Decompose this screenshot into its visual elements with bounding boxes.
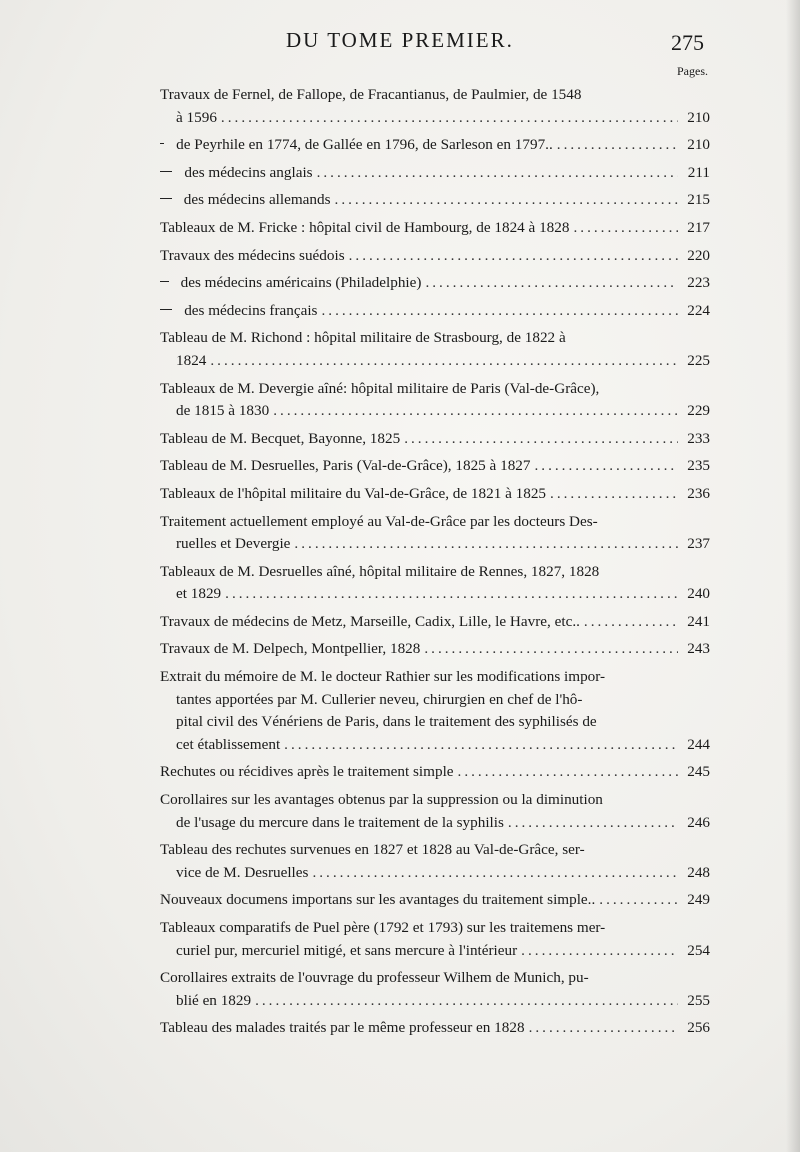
toc-page-number: 224 [687, 301, 710, 319]
toc-entry-text: curiel pur, mercuriel mitigé, et sans mercure à l'intérieur [176, 941, 518, 959]
dot-leader [221, 107, 678, 130]
dot-leader [349, 245, 678, 268]
dot-leader [210, 350, 678, 373]
toc-entry-line [160, 889, 710, 912]
table-of-contents [160, 84, 710, 1045]
toc-page-number: 233 [687, 429, 710, 447]
toc-entry-text: Tableaux de l'hôpital militaire du Val-de-Grâce, de 1821 à 1825 [160, 484, 547, 502]
toc-entry [160, 1017, 710, 1040]
toc-entry-text: de l'usage du mercure dans le traitement de la syphilis [176, 813, 504, 831]
toc-page-number: 254 [687, 941, 710, 959]
toc-entry-text: cet établissement [176, 735, 281, 753]
toc-page-number: 248 [687, 863, 710, 881]
dot-leader [508, 812, 678, 835]
toc-entry-text: Tableau des malades traités par le même professeur en 1828 [160, 1019, 525, 1037]
toc-page-number: 223 [687, 274, 710, 292]
toc-entry-line [160, 638, 710, 661]
dot-leader [225, 583, 678, 606]
toc-entry-text: Travaux des médecins suédois [160, 246, 345, 264]
toc-page-number: 211 [687, 163, 710, 181]
toc-page-number: 220 [687, 246, 710, 264]
toc-entry-text: et 1829 [176, 585, 222, 603]
toc-entry [160, 428, 710, 451]
toc-entry-line [160, 272, 710, 295]
ditto-dash [160, 198, 172, 199]
toc-entry-text: de Peyrhile en 1774, de Gallée en 1796, de Sarleson en 1797.. [176, 136, 553, 154]
toc-entry-text: pital civil des Vénériens de Paris, dans le traitement des syphilisés de [176, 713, 597, 731]
toc-entry-text: Extrait du mémoire de M. le docteur Rathier sur les modifications impor- [160, 668, 606, 686]
toc-entry-line [160, 967, 710, 990]
toc-page-number: 255 [687, 991, 710, 1009]
toc-entry-text: vice de M. Desruelles [176, 863, 309, 881]
toc-entry-text: Corollaires sur les avantages obtenus par la suppression ou la diminution [160, 791, 603, 809]
toc-entry-line [160, 990, 710, 1013]
toc-page-number: 237 [687, 535, 710, 553]
toc-page-number: 243 [687, 640, 710, 658]
toc-entry-line [160, 245, 710, 268]
toc-entry-line [160, 862, 710, 885]
toc-entry [160, 189, 710, 212]
dot-leader [255, 990, 678, 1013]
ditto-dash [160, 309, 172, 310]
toc-entry-line [160, 1017, 710, 1040]
toc-entry-text: des médecins américains (Philadelphie) [180, 274, 422, 292]
dot-leader [521, 940, 678, 963]
toc-entry [160, 272, 710, 295]
toc-page-number: 244 [687, 735, 710, 753]
toc-entry-text: des médecins anglais [184, 163, 313, 181]
toc-entry [160, 300, 710, 323]
dot-leader [550, 483, 678, 506]
toc-entry-line [160, 378, 710, 401]
toc-page-number: 256 [687, 1019, 710, 1037]
toc-entry-line [160, 162, 710, 185]
toc-page-number: 235 [687, 457, 710, 475]
dot-leader [425, 272, 678, 295]
toc-entry-text: Travaux de M. Delpech, Montpellier, 1828 [160, 640, 421, 658]
dot-leader [529, 1017, 678, 1040]
dot-leader [584, 611, 678, 634]
dot-leader [284, 734, 678, 757]
toc-entry-line [160, 689, 710, 712]
toc-page-number: 246 [687, 813, 710, 831]
toc-entry [160, 455, 710, 478]
dot-leader [573, 217, 678, 240]
toc-entry [160, 967, 710, 1012]
toc-entry-line [160, 711, 710, 734]
toc-page-number: 217 [687, 218, 710, 236]
toc-entry-line [160, 327, 710, 350]
toc-entry-line [160, 812, 710, 835]
toc-entry [160, 666, 710, 756]
dot-leader [321, 300, 678, 323]
toc-entry-text: des médecins français [184, 301, 318, 319]
toc-entry-line [160, 789, 710, 812]
toc-entry-text: à 1596 [176, 108, 217, 126]
toc-entry [160, 761, 710, 784]
toc-page-number: 236 [687, 484, 710, 502]
toc-entry [160, 611, 710, 634]
ditto-dash [160, 143, 164, 144]
page-number: 275 [671, 30, 704, 55]
dot-leader [335, 189, 678, 212]
dot-leader [404, 428, 678, 451]
toc-entry-text: tantes apportées par M. Cullerier neveu, chirurgien en chef de l'hô- [176, 690, 583, 708]
toc-entry-line [160, 134, 710, 157]
toc-entry-line [160, 350, 710, 373]
dot-leader [458, 761, 678, 784]
running-header [0, 28, 800, 58]
dot-leader [424, 638, 678, 661]
toc-entry-text: Traitement actuellement employé au Val-de-Grâce par les docteurs Des- [160, 512, 598, 530]
toc-entry-line [160, 734, 710, 757]
toc-entry-text: Tableau de M. Becquet, Bayonne, 1825 [160, 429, 401, 447]
dot-leader [294, 533, 678, 556]
toc-entry-text: Tableaux de M. Desruelles aîné, hôpital militaire de Rennes, 1827, 1828 [160, 562, 600, 580]
toc-entry-text: de 1815 à 1830 [176, 402, 270, 420]
toc-entry [160, 327, 710, 372]
toc-entry-text: des médecins allemands [183, 191, 331, 209]
toc-entry-text: Travaux de médecins de Metz, Marseille, Cadix, Lille, le Havre, etc.. [160, 612, 580, 630]
toc-entry-line [160, 300, 710, 323]
toc-entry-line [160, 533, 710, 556]
dot-leader [534, 455, 678, 478]
ditto-dash [160, 281, 169, 282]
toc-entry-line [160, 189, 710, 212]
toc-entry-text: Tableaux de M. Fricke : hôpital civil de Hambourg, de 1824 à 1828 [160, 218, 570, 236]
toc-entry [160, 84, 710, 129]
toc-entry-text: Tableau de M. Richond : hôpital militaire de Strasbourg, de 1822 à [160, 329, 566, 347]
toc-entry [160, 889, 710, 912]
toc-entry-text: Rechutes ou récidives après le traitement simple [160, 763, 454, 781]
toc-entry [160, 789, 710, 834]
toc-entry-line [160, 511, 710, 534]
toc-entry [160, 134, 710, 157]
dot-leader [273, 400, 678, 423]
toc-entry-line [160, 917, 710, 940]
toc-page-number: 210 [687, 136, 710, 154]
toc-entry [160, 483, 710, 506]
toc-entry-line [160, 583, 710, 606]
toc-entry-text: Tableaux de M. Devergie aîné: hôpital militaire de Paris (Val-de-Grâce), [160, 379, 600, 397]
toc-entry-line [160, 561, 710, 584]
toc-entry-line [160, 107, 710, 130]
toc-entry-text: Tableaux comparatifs de Puel père (1792 et 1793) sur les traitemens mer- [160, 919, 606, 936]
toc-entry [160, 245, 710, 268]
header-title: DU TOME PREMIER. [286, 28, 514, 52]
toc-entry-text: Tableau des rechutes survenues en 1827 et 1828 au Val-de-Grâce, ser- [160, 841, 585, 859]
toc-page-number: 229 [687, 402, 710, 420]
toc-page-number: 240 [687, 585, 710, 603]
toc-entry-line [160, 455, 710, 478]
toc-entry [160, 378, 710, 423]
toc-page-number: 210 [687, 108, 710, 126]
toc-entry-line [160, 761, 710, 784]
toc-entry-line [160, 611, 710, 634]
toc-entry-line [160, 428, 710, 451]
toc-entry-text: Corollaires extraits de l'ouvrage du professeur Wilhem de Munich, pu- [160, 969, 589, 987]
toc-entry [160, 511, 710, 556]
toc-entry-text: Tableau de M. Desruelles, Paris (Val-de-Grâce), 1825 à 1827 [160, 457, 531, 475]
toc-page-number: 249 [687, 891, 710, 909]
toc-entry-line [160, 839, 710, 862]
toc-entry-text: Travaux de Fernel, de Fallope, de Fracantianus, de Paulmier, de 1548 [160, 86, 582, 103]
ditto-dash [160, 171, 172, 172]
dot-leader [317, 162, 678, 185]
toc-entry-line [160, 84, 710, 107]
toc-entry-line [160, 940, 710, 963]
toc-entry-line [160, 217, 710, 240]
toc-entry [160, 839, 710, 884]
toc-page-number: 245 [687, 763, 710, 781]
toc-entry-text: Nouveaux documens importans sur les avantages du traitement simple.. [160, 891, 596, 909]
toc-entry-text: 1824 [176, 351, 207, 369]
dot-leader [557, 134, 678, 157]
toc-entry-line [160, 666, 710, 689]
toc-entry-text: blié en 1829 [176, 991, 252, 1009]
toc-page-number: 241 [687, 612, 710, 630]
toc-page-number: 215 [687, 191, 710, 209]
dot-leader [312, 862, 678, 885]
toc-entry [160, 561, 710, 606]
toc-entry [160, 162, 710, 185]
toc-entry [160, 217, 710, 240]
toc-entry-line [160, 483, 710, 506]
toc-entry [160, 638, 710, 661]
toc-entry [160, 917, 710, 962]
pages-column-label: Pages. [677, 64, 708, 78]
toc-entry-text: ruelles et Devergie [176, 535, 291, 553]
toc-page-number: 225 [687, 351, 710, 369]
dot-leader [599, 889, 678, 912]
page-edge-shadow [786, 0, 800, 1152]
toc-entry-line [160, 400, 710, 423]
